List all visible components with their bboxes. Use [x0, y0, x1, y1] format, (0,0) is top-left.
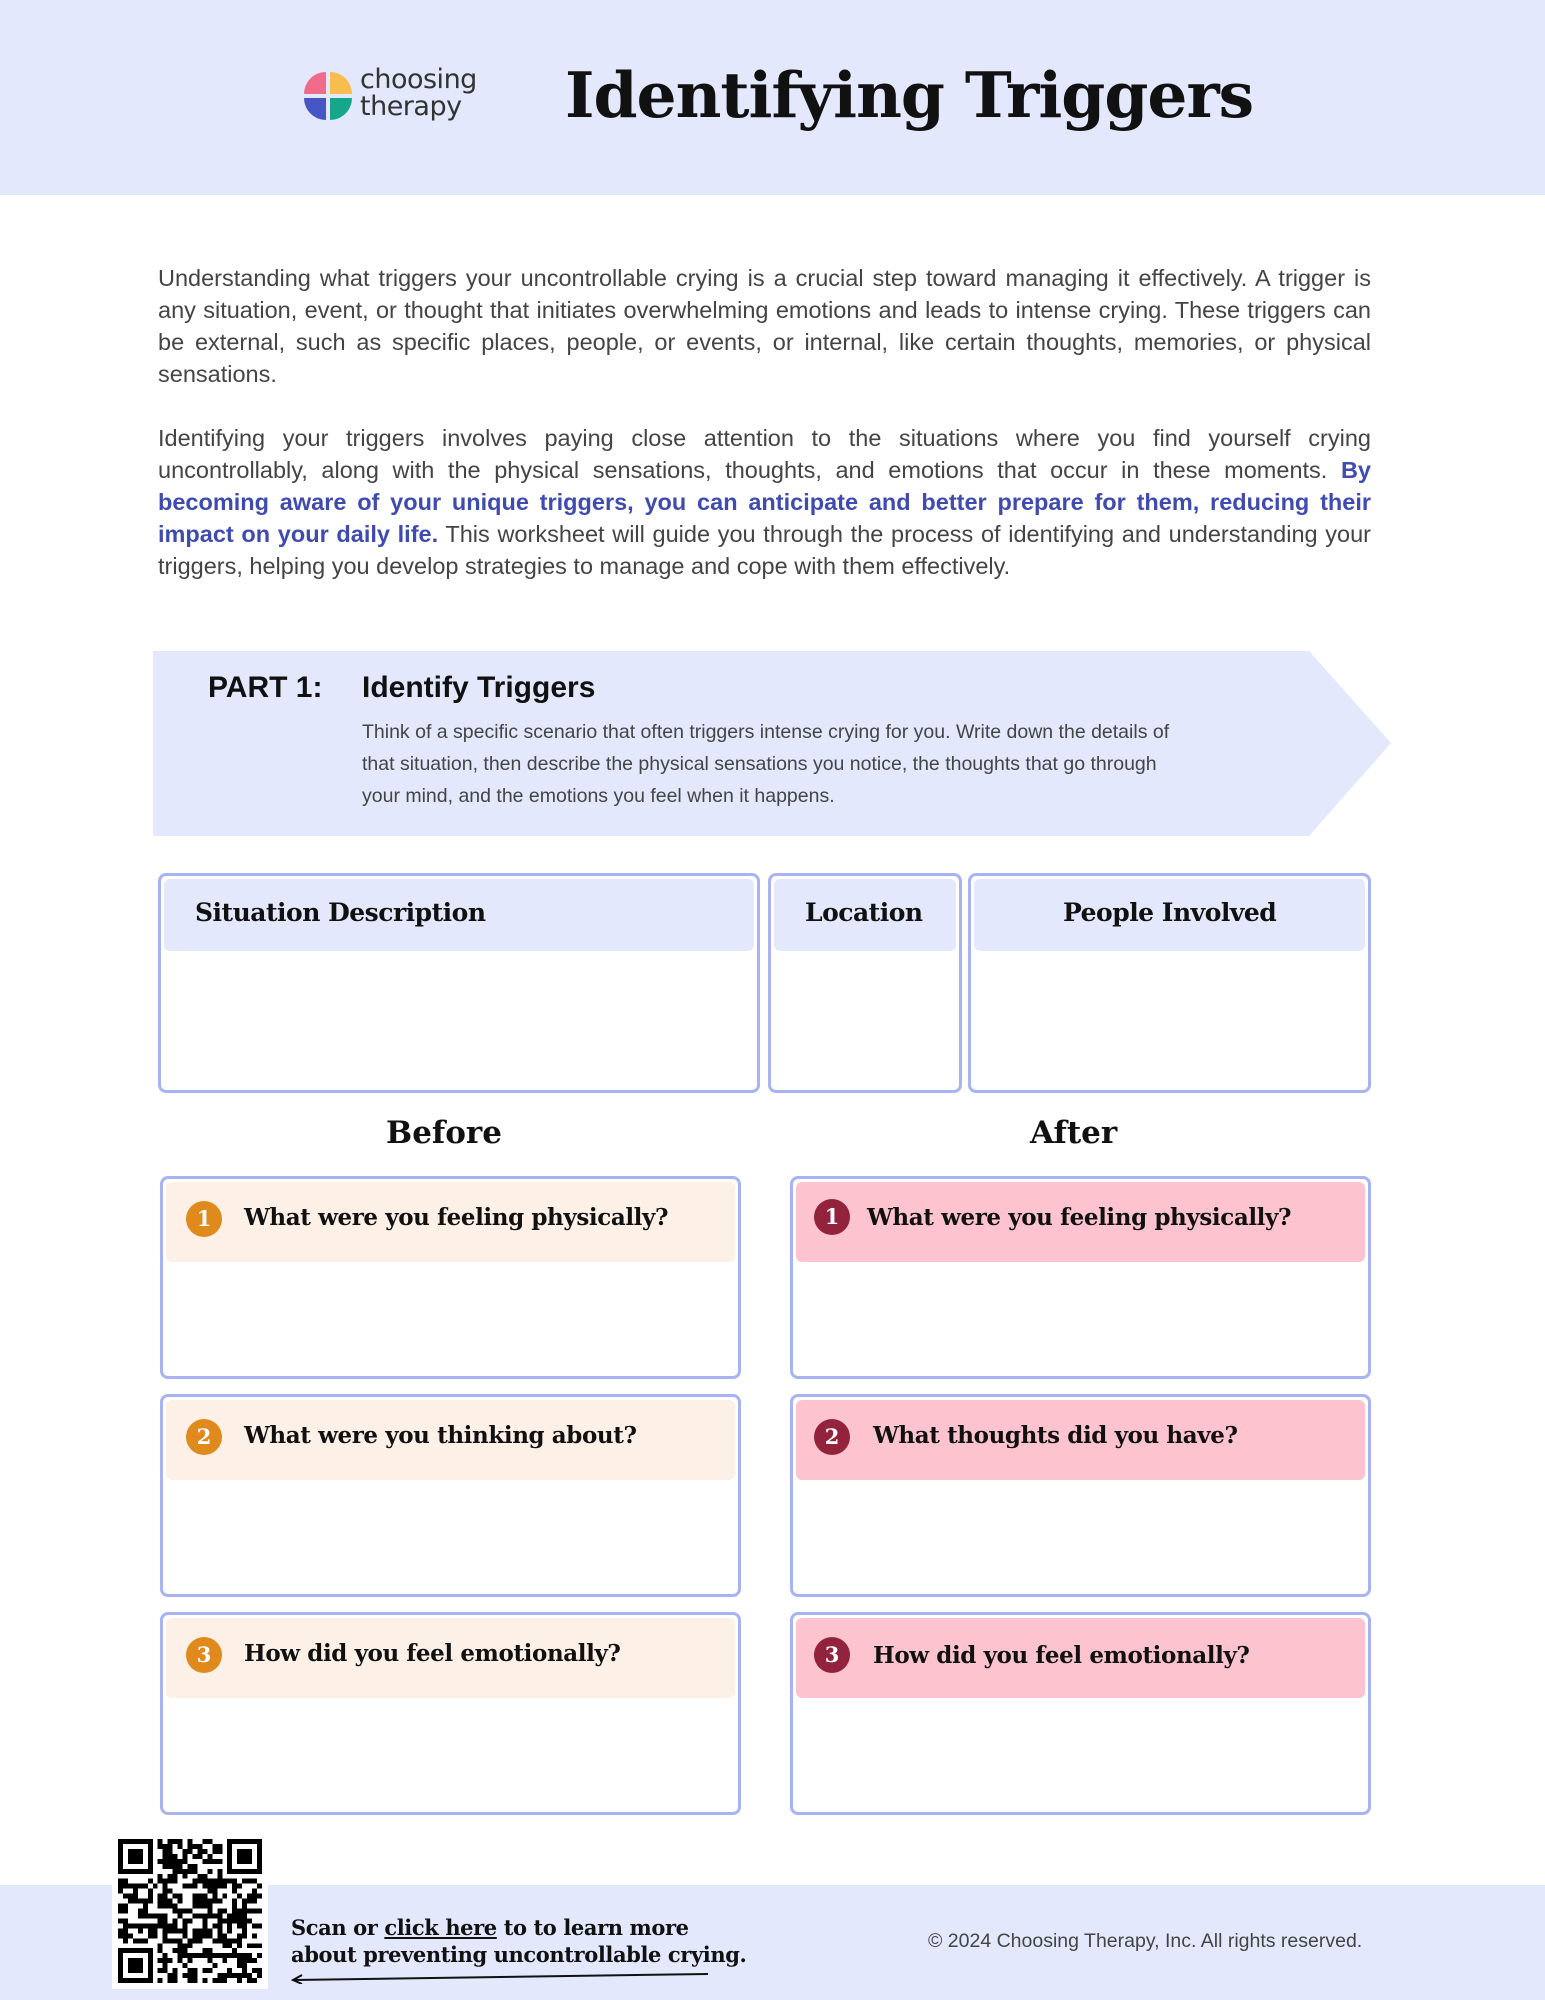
- after-question-1-box[interactable]: [790, 1176, 1371, 1379]
- situation-description-box[interactable]: [158, 873, 760, 1093]
- before-number-1-badge: 1: [186, 1201, 222, 1237]
- after-number-1-badge: 1: [814, 1199, 850, 1235]
- intro-p2-highlight: By becoming aware of your unique triggers, you can anticipate and better prepare for them, reducing their impact on your daily life.: [158, 457, 1371, 547]
- logo-wordmark: [360, 66, 477, 120]
- scan-prefix: Scan or: [291, 1915, 385, 1940]
- logo-line-2: therapy: [360, 91, 462, 122]
- after-question-3-box[interactable]: [790, 1612, 1371, 1815]
- after-question-1-text: What were you feeling physically?: [867, 1204, 1292, 1231]
- after-question-2-text: What thoughts did you have?: [873, 1422, 1238, 1449]
- part-1-label: PART 1:: [208, 671, 323, 704]
- after-heading: After: [1030, 1115, 1118, 1151]
- click-here-link[interactable]: click here: [384, 1915, 497, 1940]
- arrow-left-icon: [290, 1970, 710, 1984]
- scan-text: [291, 1914, 746, 1968]
- part-1-title: Identify Triggers: [362, 671, 596, 704]
- intro-p2-start: Identifying your triggers involves paying close attention to the situations where you find yourself crying uncontrollably, along with the physical sensations, thoughts, and emotions that occur in these moments.: [158, 425, 1371, 483]
- people-involved-label: People Involved: [1063, 898, 1277, 927]
- choosing-therapy-logo-icon: [303, 70, 353, 122]
- scan-line-1: [291, 1914, 746, 1941]
- after-question-2-box[interactable]: [790, 1394, 1371, 1597]
- intro-text: [158, 262, 1371, 614]
- before-question-2-text: What were you thinking about?: [244, 1422, 637, 1449]
- location-box[interactable]: [768, 873, 962, 1093]
- before-question-1-box[interactable]: [160, 1176, 741, 1379]
- part-1-description: Think of a specific scenario that often triggers intense crying for you. Write down the details of that situation, then describe the physical sensations you notice, the thoughts that go through your mind, and the emotions you feel when it happens.: [362, 721, 1170, 807]
- before-question-2-box[interactable]: [160, 1394, 741, 1597]
- before-question-3-text: How did you feel emotionally?: [244, 1640, 621, 1667]
- intro-paragraph-2: [158, 422, 1371, 582]
- before-heading: Before: [386, 1115, 502, 1151]
- qr-code-icon: [118, 1839, 262, 1983]
- location-label: Location: [805, 898, 923, 927]
- before-number-3-badge: 3: [186, 1637, 222, 1673]
- copyright-text: © 2024 Choosing Therapy, Inc. All rights reserved.: [928, 1930, 1363, 1952]
- intro-paragraph-1: Understanding what triggers your uncontrollable crying is a crucial step toward managing it effectively. A trigger is any situation, event, or thought that initiates overwhelming emotions and leads to intense crying. These triggers can be external, such as specific places, people, or events, or internal, like certain thoughts, memories, or physical sensations.: [158, 265, 1371, 387]
- scan-line-2: about preventing uncontrollable crying.: [291, 1942, 747, 1967]
- situation-description-label: Situation Description: [195, 898, 486, 927]
- after-number-2-badge: 2: [814, 1419, 850, 1455]
- people-involved-box[interactable]: [968, 873, 1371, 1093]
- before-question-3-box[interactable]: [160, 1612, 741, 1815]
- after-question-3-text: How did you feel emotionally?: [873, 1642, 1250, 1669]
- qr-code[interactable]: [112, 1833, 268, 1989]
- logo-line-1: choosing: [360, 64, 477, 95]
- after-number-3-badge: 3: [814, 1637, 850, 1673]
- before-number-2-badge: 2: [186, 1419, 222, 1455]
- intro-p2-end: This worksheet will guide you through the process of identifying and understanding your triggers, helping you develop strategies to manage and cope with them effectively.: [158, 521, 1371, 579]
- before-question-1-text: What were you feeling physically?: [244, 1204, 669, 1231]
- scan-suffix: to to learn more: [496, 1915, 689, 1940]
- page-title: Identifying Triggers: [565, 58, 1254, 132]
